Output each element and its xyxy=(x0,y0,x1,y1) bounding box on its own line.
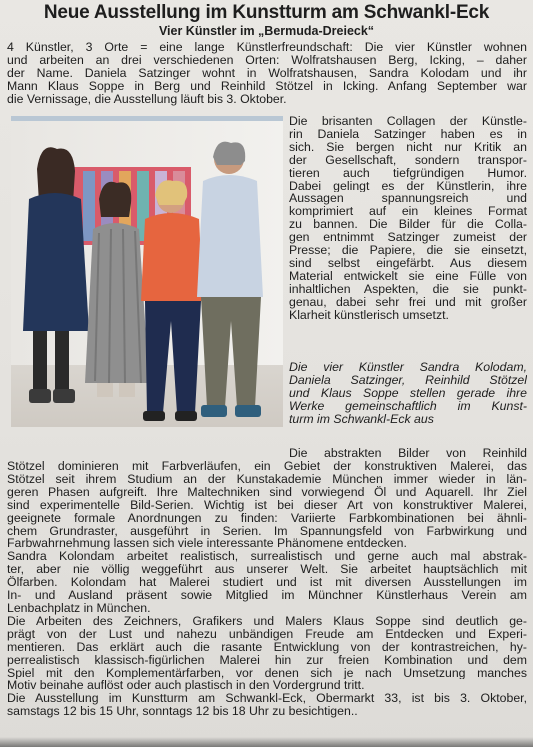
body-line: sind experimentelle Bild-Serien. Wichtig ist bei dieser Art von konstruktiver Malerei, xyxy=(7,498,527,512)
caption-line: Werke gemeinschaftlich im Kunst- xyxy=(289,399,527,413)
lead-line: Mann Klaus Soppe in Berg und Reinhild Stötzel in Icking. Anfang September war xyxy=(7,79,527,93)
lead-line: und arbeiten an drei verschiedenen Orten: Wolfratshausen Berg, Icking, – daher xyxy=(7,53,527,67)
body-line: ter, aber nie völlig weggeführt aus unserer Welt. Sie arbeitet hauptsächlich mit xyxy=(7,563,527,577)
body-line: Motiv beinahe auflöst oder auch plastisch in den Vordergrund tritt. xyxy=(7,679,365,693)
column-line: tieren auch tiefgründigen Humor. xyxy=(289,166,527,180)
body-line: Lenbachplatz in München. xyxy=(7,601,151,615)
body-line: Sandra Kolondam arbeitet realistisch, surrealistisch und gerne auch mal abstrak- xyxy=(7,550,527,564)
lead-paragraph xyxy=(7,41,527,106)
column-line: rin Daniela Satzinger haben es in xyxy=(289,127,527,141)
column-line: Die brisanten Collagen der Künstle- xyxy=(289,115,527,128)
column-line: der Gesellschaft, sondern transpor- xyxy=(289,153,527,167)
column-line: sind selbst eingefärbt. Aus diesem xyxy=(289,256,527,270)
body-line: Stötzel dominieren mit Farbverläufen, ein Gebiet der konstruktiven Malerei, das xyxy=(7,460,527,473)
caption-line: Die vier Künstler Sandra Kolodam, xyxy=(289,361,527,374)
body-line: Ölfarben. Kolondam hat Malerei studiert und ist mit diversen Ausstellungen im xyxy=(7,576,527,590)
lead-line: die Vernissage, die Ausstellung läuft bis 3. Oktober. xyxy=(7,92,287,106)
article-headline: Neue Ausstellung im Kunstturm am Schwankl-Eck xyxy=(43,2,490,23)
body-line: chem Grundraster, ausgeführt in Serien. Im Spannungsfeld von Farbwirkung und xyxy=(7,524,527,538)
photo-caption xyxy=(289,361,527,426)
caption-line: turm im Schwankl-Eck aus xyxy=(289,412,434,426)
body-line: In- und Ausland präsent sowie Mitglied im Münchner Künstlerhaus Verein am xyxy=(7,589,527,602)
column-line: Dabei gelingt es der Künstlerin, ihre xyxy=(289,179,527,193)
body-line: Die Arbeiten des Zeichners, Grafikers und Malers Klaus Soppe sind deutlich ge- xyxy=(7,614,527,628)
right-column-text xyxy=(289,115,527,322)
column-line: gen entnimmt Satzinger zumeist der xyxy=(289,231,527,245)
article-subheadline: Vier Künstler im „Bermuda-Dreieck“ xyxy=(158,24,375,38)
body-line: geeignete formale Anordnungen zu finden: Variierte Farbkombinationen bei ähnli- xyxy=(7,511,527,525)
lead-line: der Name. Daniela Satzinger wohnt in Wolfratshausen, Sandra Kolodam und ihr xyxy=(7,66,527,80)
body-line: Die abstrakten Bilder von Reinhild xyxy=(289,447,527,460)
body-line: Farbwahrnehmung lassen sich viele interessante Phänomene entdecken. xyxy=(7,537,407,551)
body-line: samstags 12 bis 15 Uhr, sonntags 12 bis 18 Uhr zu besichtigen.. xyxy=(7,705,358,719)
column-line: Aussagen spannungsreich und xyxy=(289,192,527,206)
body-line: Spiel mit den Komplementärfarben, vor denen sich je nach Umsetzung manches xyxy=(7,666,527,680)
column-line: Presse; die Papiere, die sie einsetzt, xyxy=(289,244,527,257)
body-line: perrealistisch klassisch-figürlichen Malerei hin zur freien Kombination und dem xyxy=(7,653,527,667)
column-line: Klarheit künstlerisch umsetzt. xyxy=(289,308,449,322)
body-first-line xyxy=(289,447,527,460)
column-line: komprimiert auf ein kleines Format xyxy=(289,205,527,219)
column-line: inhaltlichen Aspekten, die sie punkt- xyxy=(289,282,527,296)
photo-illustration xyxy=(11,121,283,427)
lead-line: 4 Künstler, 3 Orte = eine lange Künstlerfreundschaft: Die vier Künstler wohnen xyxy=(7,41,527,54)
body-text xyxy=(7,460,527,718)
caption-line: Daniela Satzinger, Reinhild Stötzel xyxy=(289,373,527,387)
column-line: genau, dabei sehr frei und mit großer xyxy=(289,295,527,309)
body-line: prägt von der Lust und nahezu unbändigen Freude am Entdecken und Experi- xyxy=(7,627,527,641)
column-line: zu bannen. Die Bilder für die Colla- xyxy=(289,218,527,232)
body-line: geren Phasen aufgreift. Ihre Maltechniken sind vorwiegend Öl und Aquarell. Ihr Ziel xyxy=(7,485,527,499)
body-line: mentieren. Das erklärt auch die rasante Entwicklung von der kontrastreichen, hy- xyxy=(7,640,527,654)
artists-group-photo xyxy=(11,116,283,427)
column-line: sich. Sie bergen nicht nur Kritik an xyxy=(289,140,527,154)
caption-line: und Klaus Soppe stellen gerade ihre xyxy=(289,386,527,400)
column-line: Material entwickelt sie eine Fülle von xyxy=(289,269,527,283)
body-line: Die Ausstellung im Kunstturm am Schwankl-Eck, Obermarkt 33, ist bis 3. Oktober, xyxy=(7,692,527,706)
body-line: Stötzel seit ihrem Studium an der Kunstakademie München immer wieder in län- xyxy=(7,472,527,486)
